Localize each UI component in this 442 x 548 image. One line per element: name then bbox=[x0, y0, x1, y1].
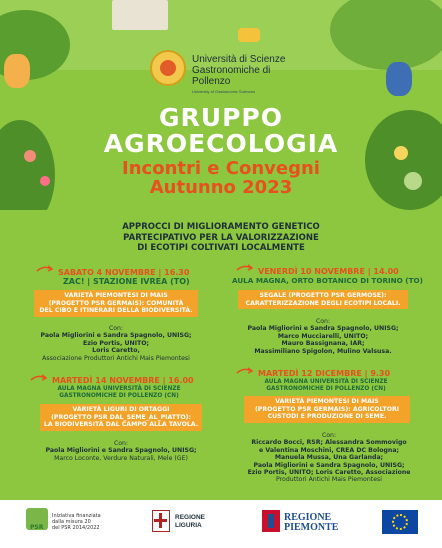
theme-heading: APPROCCI DI MIGLIORAMENTO GENETICO PARTECIPATIVO PER LA VALORIZZAZIONE DI ECOTIPI COLTIVATI LOCALMENTE bbox=[122, 222, 320, 253]
psr-label: PSR bbox=[30, 524, 44, 531]
arrow-icon bbox=[236, 264, 254, 272]
event-1-speakers: Con: Paola Migliorini e Sandra Spagnolo, UNISG; Ezio Portis, UNITO; Loris Caretto, Associazione Produttori Antichi Mais Piemontesi bbox=[40, 325, 192, 362]
event-3-speakers: Con: Paola Migliorini e Sandra Spagnolo, UNISG; Marco Loconte, Verdure Naturali, Mele (GE) bbox=[45, 440, 197, 462]
eu-flag-icon bbox=[382, 510, 418, 534]
title-line-1: GRUPPO bbox=[159, 103, 283, 132]
arrow-icon bbox=[236, 367, 254, 375]
event-4-place: AULA MAGNA UNIVERSITÀ DI SCIENZE GASTRONOMICHE DI POLLENZO (CN) bbox=[264, 379, 388, 392]
house-decoration bbox=[112, 0, 168, 30]
header-illustration bbox=[0, 0, 442, 220]
subtitle-line-1: Incontri e Convegni bbox=[122, 158, 320, 179]
arrow-icon bbox=[30, 374, 48, 382]
eu-stars-icon bbox=[392, 514, 408, 530]
event-1-title-box: VARIETÀ PIEMONTESI DI MAIS (PROGETTO PSR GERMAIS): COMUNITÀ DEL CIBO E ITINERARI DELLA BIODIVERSITÀ. bbox=[34, 290, 198, 317]
university-seal-icon bbox=[150, 50, 186, 86]
watering-can-decoration bbox=[238, 28, 260, 42]
regione-piemonte-crest-icon bbox=[262, 510, 280, 532]
event-2-speakers: Con: Paola Migliorini e Sandra Spagnolo, UNISG; Marco Mucciarelli, UNITO; Mauro Bassignana, IAR; Massimiliano Spigolon, Mulino Valsusa. bbox=[247, 318, 399, 355]
subtitle-line-2: Autunno 2023 bbox=[149, 177, 293, 198]
event-2-title-box: SEGALE (PROGETTO PSR GERMOSE): CARATTERIZZAZIONE DEGLI ECOTIPI LOCALI. bbox=[238, 290, 408, 309]
event-4-title-box: VARIETÀ PIEMONTESI DI MAIS (PROGETTO PSR GERMAIS): AGRICOLTORI CUSTODI E PRODUZIONE DI SEME. bbox=[244, 396, 410, 423]
regione-liguria-crest-icon bbox=[152, 510, 170, 532]
content-area bbox=[0, 210, 442, 500]
university-logo bbox=[150, 48, 300, 98]
event-4-date: MARTEDÌ 12 DICEMBRE | 9.30 bbox=[258, 369, 391, 378]
event-1-date: SABATO 4 NOVEMBRE | 16.30 bbox=[58, 268, 190, 277]
event-4-speakers: Con: Riccardo Bocci, RSR; Alessandra Sommovigo e Valentina Moschini, CREA DC Bologna; Manuela Mussa, Una Garlanda; Paola Migliorini e Sandra Spagnolo, UNISG; Ezio Portis, UNITO; Loris Caretto, Associazione Produttori Antichi Mais Piemontesi bbox=[247, 432, 411, 484]
person-figure-decoration bbox=[4, 54, 30, 88]
event-1-place: ZAC! | STAZIONE IVREA (TO) bbox=[63, 277, 190, 286]
event-3-place: AULA MAGNA UNIVERSITÀ DI SCIENZE GASTRONOMICHE DI POLLENZO (CN) bbox=[57, 386, 181, 399]
person-figure-decoration bbox=[386, 62, 412, 96]
event-3-title-box: VARIETÀ LIGURI DI ORTAGGI (PROGETTO PSR DAL_SEME_AL_PIATTO): LA BIODIVERSITÀ DAL CAMPO ALLA TAVOLA. bbox=[40, 404, 202, 431]
event-2-place: AULA MAGNA, ORTO BOTANICO DI TORINO (TO) bbox=[232, 276, 423, 285]
event-3-date: MARTEDÌ 14 NOVEMBRE | 16.00 bbox=[52, 376, 194, 385]
university-name: Università di Scienze Gastronomiche di Pollenzo University of Gastronomic Sciences bbox=[192, 54, 286, 94]
arrow-icon bbox=[36, 265, 54, 273]
title-line-2: AGROECOLOGIA bbox=[103, 129, 339, 158]
event-2-date: VENERDÌ 10 NOVEMBRE | 14.00 bbox=[258, 267, 399, 276]
regione-liguria-label: REGIONE LIGURIA bbox=[175, 514, 205, 529]
psr-funding-text: Iniziativa finanziata dalla misura 20 del PSR 2014/2022 bbox=[52, 513, 101, 531]
regione-piemonte-label: REGIONE PIEMONTE bbox=[284, 512, 339, 533]
footer-logos bbox=[0, 500, 442, 548]
